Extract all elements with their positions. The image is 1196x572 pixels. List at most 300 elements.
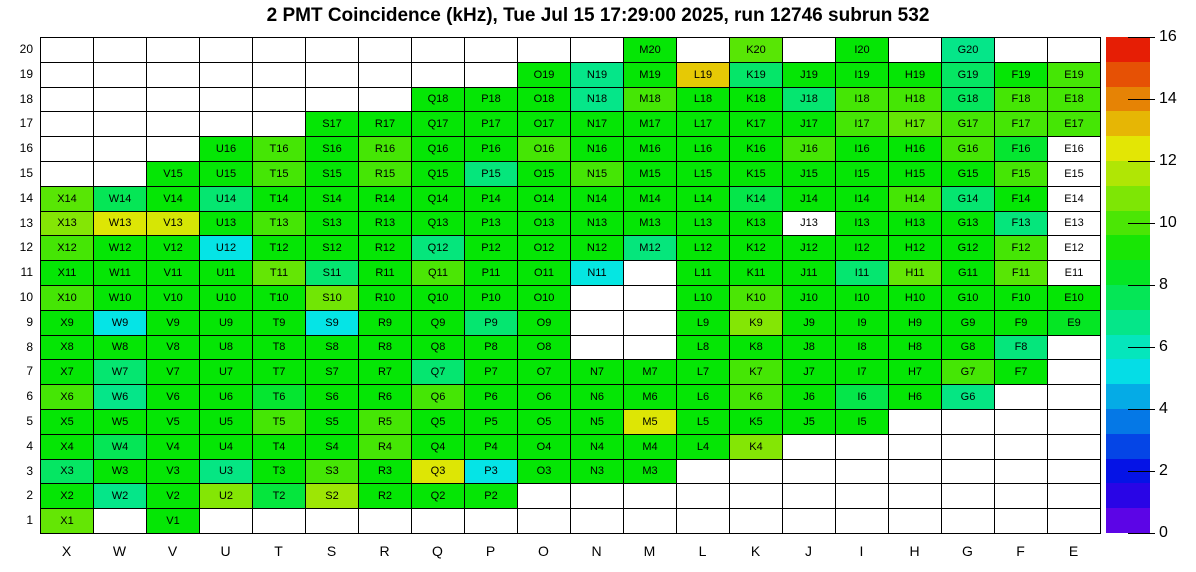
heatmap-cell	[200, 88, 253, 113]
colorbar-band	[1106, 136, 1150, 161]
colorbar-tick	[1128, 37, 1155, 38]
heatmap-cell: K6	[730, 385, 783, 410]
heatmap-cell: X4	[41, 435, 94, 460]
colorbar-band	[1106, 62, 1150, 87]
heatmap-cell	[995, 38, 1048, 63]
heatmap-cell: X11	[41, 261, 94, 286]
y-axis-label: 6	[26, 389, 33, 404]
heatmap-cell: I18	[836, 88, 889, 113]
heatmap-cell: F11	[995, 261, 1048, 286]
heatmap-cell: Q3	[412, 460, 465, 485]
heatmap-cell: W9	[94, 311, 147, 336]
heatmap-cell	[147, 88, 200, 113]
heatmap-cell: J11	[783, 261, 836, 286]
heatmap-cell	[995, 460, 1048, 485]
heatmap-cell: X1	[41, 509, 94, 534]
x-axis-label: I	[859, 543, 864, 559]
colorbar-tick-label: 10	[1159, 214, 1177, 231]
heatmap-cell: R2	[359, 484, 412, 509]
heatmap-cell: G16	[942, 137, 995, 162]
y-axis-label: 7	[26, 364, 33, 379]
x-axis-label: F	[1016, 543, 1025, 559]
heatmap-cell	[995, 385, 1048, 410]
heatmap-cell: S4	[306, 435, 359, 460]
heatmap-cell: I12	[836, 236, 889, 261]
heatmap-cell: T12	[253, 236, 306, 261]
heatmap-cell: H12	[889, 236, 942, 261]
heatmap-cell: Q15	[412, 162, 465, 187]
heatmap-cell: F7	[995, 360, 1048, 385]
x-axis-label: W	[112, 543, 127, 559]
heatmap-cell	[624, 336, 677, 361]
heatmap-cell: N4	[571, 435, 624, 460]
heatmap-cell: T13	[253, 212, 306, 237]
heatmap-cell: M17	[624, 112, 677, 137]
colorbar-band	[1106, 409, 1150, 434]
colorbar-tick	[1128, 99, 1155, 100]
heatmap-cell: M4	[624, 435, 677, 460]
heatmap-cell: F10	[995, 286, 1048, 311]
heatmap-cell: L19	[677, 63, 730, 88]
heatmap-cell: Q2	[412, 484, 465, 509]
colorbar-band	[1106, 508, 1150, 533]
heatmap-cell: M20	[624, 38, 677, 63]
heatmap-cell: U14	[200, 187, 253, 212]
colorbar-band	[1106, 235, 1150, 260]
y-axis-label: 9	[26, 314, 33, 329]
heatmap-cell	[94, 137, 147, 162]
heatmap-cell	[94, 88, 147, 113]
x-axis-label: T	[274, 543, 283, 559]
heatmap-cell: I6	[836, 385, 889, 410]
heatmap-cell	[730, 484, 783, 509]
heatmap-cell	[94, 162, 147, 187]
heatmap-cell	[942, 484, 995, 509]
heatmap-cell: T4	[253, 435, 306, 460]
heatmap-cell: O14	[518, 187, 571, 212]
heatmap-cell: J15	[783, 162, 836, 187]
heatmap-cell	[624, 261, 677, 286]
y-axis-label: 12	[19, 240, 33, 255]
heatmap-cell: S7	[306, 360, 359, 385]
heatmap-cell: R13	[359, 212, 412, 237]
heatmap-cell: N19	[571, 63, 624, 88]
heatmap-cell: U8	[200, 336, 253, 361]
heatmap-cell: M15	[624, 162, 677, 187]
heatmap-cell: K15	[730, 162, 783, 187]
heatmap-cell: S17	[306, 112, 359, 137]
heatmap-cell: N5	[571, 410, 624, 435]
heatmap-cell	[624, 509, 677, 534]
y-axis-label: 5	[26, 414, 33, 428]
heatmap-cell: W3	[94, 460, 147, 485]
colorbar-tick-label: 0	[1159, 524, 1168, 541]
heatmap-cell	[571, 509, 624, 534]
heatmap-cell: O11	[518, 261, 571, 286]
colorbar-tick-label: 14	[1159, 90, 1177, 107]
heatmap-cell: W7	[94, 360, 147, 385]
colorbar-tick-label: 2	[1159, 462, 1168, 479]
x-axis-label: S	[326, 543, 337, 559]
heatmap-cell: E15	[1048, 162, 1101, 187]
heatmap-cell: R10	[359, 286, 412, 311]
heatmap-cell: U3	[200, 460, 253, 485]
heatmap-cell: H18	[889, 88, 942, 113]
heatmap-cell: S14	[306, 187, 359, 212]
heatmap-cell: U13	[200, 212, 253, 237]
heatmap-cell: W5	[94, 410, 147, 435]
heatmap-cell: K7	[730, 360, 783, 385]
heatmap-cell: P11	[465, 261, 518, 286]
heatmap-cell	[942, 435, 995, 460]
heatmap-cell: X13	[41, 212, 94, 237]
y-axis-label: 20	[19, 42, 33, 56]
heatmap-cell: O4	[518, 435, 571, 460]
heatmap-cell: Q6	[412, 385, 465, 410]
heatmap-cell: E14	[1048, 187, 1101, 212]
heatmap-cell	[571, 311, 624, 336]
heatmap-cell	[147, 137, 200, 162]
y-axis-label: 10	[19, 290, 33, 304]
heatmap-cell: F17	[995, 112, 1048, 137]
colorbar-tick	[1128, 409, 1155, 410]
heatmap-cell: O10	[518, 286, 571, 311]
colorbar-tick-label: 6	[1159, 338, 1168, 355]
heatmap-cell: T3	[253, 460, 306, 485]
heatmap-cell: J5	[783, 410, 836, 435]
heatmap-cell	[306, 88, 359, 113]
heatmap-cell: M13	[624, 212, 677, 237]
heatmap-cell: T9	[253, 311, 306, 336]
heatmap-cell	[94, 509, 147, 534]
heatmap-cell	[465, 63, 518, 88]
heatmap-cell: R15	[359, 162, 412, 187]
heatmap-cell: J9	[783, 311, 836, 336]
heatmap-cell: X2	[41, 484, 94, 509]
heatmap-cell	[730, 460, 783, 485]
heatmap-cell: G7	[942, 360, 995, 385]
chart-title: 2 PMT Coincidence (kHz), Tue Jul 15 17:29:00 2025, run 12746 subrun 532	[266, 5, 930, 26]
heatmap-cell: M19	[624, 63, 677, 88]
x-axis-label: N	[591, 543, 602, 559]
heatmap-cell: L5	[677, 410, 730, 435]
x-axis-label: P	[485, 543, 496, 559]
heatmap-cell: R11	[359, 261, 412, 286]
colorbar-band	[1106, 434, 1150, 459]
heatmap-cell: E18	[1048, 88, 1101, 113]
heatmap-cell	[889, 38, 942, 63]
y-axis-label: 16	[19, 141, 33, 156]
heatmap-cell: R8	[359, 336, 412, 361]
y-axis-label: 15	[19, 166, 33, 180]
heatmap-cell: Q17	[412, 112, 465, 137]
heatmap-cell: P2	[465, 484, 518, 509]
heatmap-cell	[624, 286, 677, 311]
heatmap-cell: G6	[942, 385, 995, 410]
heatmap-cell: L15	[677, 162, 730, 187]
y-axis-label: 3	[26, 463, 33, 478]
heatmap-cell	[253, 38, 306, 63]
heatmap-cell: X10	[41, 286, 94, 311]
heatmap-cell: K19	[730, 63, 783, 88]
heatmap-cell: P3	[465, 460, 518, 485]
heatmap-cell	[147, 38, 200, 63]
heatmap-cell	[677, 484, 730, 509]
heatmap-cell: H11	[889, 261, 942, 286]
heatmap-cell: F19	[995, 63, 1048, 88]
colorbar-tick	[1128, 161, 1155, 162]
heatmap-cell: X7	[41, 360, 94, 385]
heatmap-cell	[836, 460, 889, 485]
heatmap-cell: J13	[783, 212, 836, 237]
heatmap-cell: U9	[200, 311, 253, 336]
colorbar-tick-label: 4	[1159, 400, 1168, 417]
heatmap-cell: V8	[147, 336, 200, 361]
colorbar-tick-label: 8	[1159, 276, 1168, 293]
heatmap-cell	[1048, 460, 1101, 485]
heatmap-cell: K5	[730, 410, 783, 435]
heatmap-cell: K14	[730, 187, 783, 212]
heatmap-cell: K4	[730, 435, 783, 460]
heatmap-cell: K11	[730, 261, 783, 286]
heatmap-cell	[836, 509, 889, 534]
heatmap-cell: P7	[465, 360, 518, 385]
heatmap-cell: R16	[359, 137, 412, 162]
heatmap-cell: T6	[253, 385, 306, 410]
heatmap-cell: R17	[359, 112, 412, 137]
colorbar-band	[1106, 285, 1150, 310]
heatmap-cell: F15	[995, 162, 1048, 187]
heatmap-cell	[253, 509, 306, 534]
heatmap-cell	[200, 509, 253, 534]
heatmap-cell: Q11	[412, 261, 465, 286]
heatmap-cell: V4	[147, 435, 200, 460]
heatmap-cell	[359, 63, 412, 88]
x-axis-label: J	[805, 543, 812, 559]
heatmap-cell: U7	[200, 360, 253, 385]
heatmap-cell	[253, 63, 306, 88]
heatmap-cell	[995, 484, 1048, 509]
heatmap-cell: E13	[1048, 212, 1101, 237]
heatmap-cell: N7	[571, 360, 624, 385]
heatmap-cell: O9	[518, 311, 571, 336]
heatmap-cell: W11	[94, 261, 147, 286]
y-axis-label: 4	[26, 438, 33, 453]
heatmap-cell: X6	[41, 385, 94, 410]
heatmap-cell	[359, 509, 412, 534]
heatmap-cell: J8	[783, 336, 836, 361]
heatmap-cell	[200, 112, 253, 137]
heatmap-cell: L12	[677, 236, 730, 261]
heatmap-cell	[677, 509, 730, 534]
heatmap-cell: S5	[306, 410, 359, 435]
x-axis-label: M	[643, 543, 656, 559]
heatmap-cell	[1048, 385, 1101, 410]
heatmap-cell: J16	[783, 137, 836, 162]
heatmap-cell: P18	[465, 88, 518, 113]
heatmap-cell	[1048, 435, 1101, 460]
colorbar-tick	[1128, 533, 1155, 534]
heatmap-cell: I14	[836, 187, 889, 212]
heatmap-cell: I11	[836, 261, 889, 286]
heatmap-cell: O5	[518, 410, 571, 435]
heatmap-cell: U12	[200, 236, 253, 261]
heatmap-cell: H17	[889, 112, 942, 137]
x-axis-label: K	[750, 543, 761, 559]
y-axis-label: 18	[19, 91, 33, 106]
heatmap-cell: K20	[730, 38, 783, 63]
heatmap-cell: P4	[465, 435, 518, 460]
heatmap-cell: U11	[200, 261, 253, 286]
heatmap-cell: V3	[147, 460, 200, 485]
heatmap-cell: V11	[147, 261, 200, 286]
heatmap-cell: J10	[783, 286, 836, 311]
heatmap-cell: M6	[624, 385, 677, 410]
heatmap-cell: T10	[253, 286, 306, 311]
heatmap-cell: J6	[783, 385, 836, 410]
heatmap-cell: P16	[465, 137, 518, 162]
heatmap-cell: Q7	[412, 360, 465, 385]
heatmap-cell: Q9	[412, 311, 465, 336]
heatmap-cell: H15	[889, 162, 942, 187]
y-axis-label: 13	[19, 215, 33, 230]
heatmap-cell	[41, 112, 94, 137]
heatmap-cell: Q5	[412, 410, 465, 435]
heatmap-cell: I5	[836, 410, 889, 435]
heatmap-cell: E19	[1048, 63, 1101, 88]
colorbar-band	[1106, 310, 1150, 335]
heatmap-cell: T7	[253, 360, 306, 385]
heatmap-cell: M12	[624, 236, 677, 261]
heatmap-grid	[40, 37, 1101, 534]
heatmap-cell: V14	[147, 187, 200, 212]
heatmap-cell	[41, 88, 94, 113]
heatmap-cell: G14	[942, 187, 995, 212]
heatmap-cell: K9	[730, 311, 783, 336]
heatmap-cell: J12	[783, 236, 836, 261]
heatmap-cell	[942, 460, 995, 485]
heatmap-cell: N17	[571, 112, 624, 137]
heatmap-cell: T16	[253, 137, 306, 162]
heatmap-cell: K18	[730, 88, 783, 113]
heatmap-cell: O8	[518, 336, 571, 361]
heatmap-cell: M7	[624, 360, 677, 385]
heatmap-cell	[889, 509, 942, 534]
heatmap-cell: X14	[41, 187, 94, 212]
heatmap-cell: S15	[306, 162, 359, 187]
heatmap-cell: G17	[942, 112, 995, 137]
heatmap-cell: N15	[571, 162, 624, 187]
heatmap-cell	[41, 63, 94, 88]
heatmap-cell: F16	[995, 137, 1048, 162]
heatmap-cell: T15	[253, 162, 306, 187]
heatmap-cell: U2	[200, 484, 253, 509]
x-axis-label: H	[909, 543, 920, 559]
heatmap-cell: T8	[253, 336, 306, 361]
heatmap-cell: L4	[677, 435, 730, 460]
heatmap-cell: G13	[942, 212, 995, 237]
heatmap-cell: X5	[41, 410, 94, 435]
heatmap-cell: O17	[518, 112, 571, 137]
heatmap-cell: O18	[518, 88, 571, 113]
heatmap-cell: H10	[889, 286, 942, 311]
heatmap-cell: I7	[836, 360, 889, 385]
heatmap-cell: O19	[518, 63, 571, 88]
heatmap-cell: V15	[147, 162, 200, 187]
heatmap-cell: S11	[306, 261, 359, 286]
heatmap-cell: R14	[359, 187, 412, 212]
heatmap-cell: I13	[836, 212, 889, 237]
heatmap-cell: R7	[359, 360, 412, 385]
heatmap-cell: L11	[677, 261, 730, 286]
heatmap-cell	[783, 460, 836, 485]
heatmap-cell: T2	[253, 484, 306, 509]
heatmap-cell: W14	[94, 187, 147, 212]
y-axis-label: 1	[26, 513, 33, 528]
heatmap-cell: W2	[94, 484, 147, 509]
heatmap-cell	[995, 410, 1048, 435]
heatmap-cell: T14	[253, 187, 306, 212]
y-axis-label: 8	[26, 339, 33, 354]
heatmap-cell	[200, 38, 253, 63]
heatmap-cell: S8	[306, 336, 359, 361]
heatmap-cell	[889, 435, 942, 460]
colorbar-tick	[1128, 471, 1155, 472]
heatmap-cell: E12	[1048, 236, 1101, 261]
heatmap-cell: G19	[942, 63, 995, 88]
heatmap-cell	[1048, 336, 1101, 361]
heatmap-cell: N18	[571, 88, 624, 113]
heatmap-cell: U16	[200, 137, 253, 162]
heatmap-cell: E9	[1048, 311, 1101, 336]
heatmap-cell: W12	[94, 236, 147, 261]
heatmap-cell: R3	[359, 460, 412, 485]
heatmap-cell: I16	[836, 137, 889, 162]
heatmap-cell: P15	[465, 162, 518, 187]
y-axis-label: 2	[26, 488, 33, 503]
heatmap-cell: F8	[995, 336, 1048, 361]
heatmap-cell: Q14	[412, 187, 465, 212]
heatmap-cell: N16	[571, 137, 624, 162]
heatmap-cell: I15	[836, 162, 889, 187]
heatmap-cell	[200, 63, 253, 88]
heatmap-cell	[306, 38, 359, 63]
heatmap-cell: L18	[677, 88, 730, 113]
heatmap-cell: S6	[306, 385, 359, 410]
colorbar-tick	[1128, 223, 1155, 224]
heatmap-cell: W13	[94, 212, 147, 237]
heatmap-cell: M14	[624, 187, 677, 212]
heatmap-cell	[1048, 484, 1101, 509]
colorbar-tick	[1128, 347, 1155, 348]
heatmap-cell: Q8	[412, 336, 465, 361]
x-axis-label: G	[962, 543, 973, 559]
heatmap-cell: L6	[677, 385, 730, 410]
heatmap-cell: N12	[571, 236, 624, 261]
heatmap-cell	[889, 484, 942, 509]
heatmap-cell	[889, 410, 942, 435]
heatmap-cell	[1048, 509, 1101, 534]
y-axis-label: 19	[19, 66, 33, 81]
heatmap-cell: U15	[200, 162, 253, 187]
heatmap-cell	[359, 88, 412, 113]
heatmap-cell: R4	[359, 435, 412, 460]
colorbar-band	[1106, 186, 1150, 211]
heatmap-cell: P14	[465, 187, 518, 212]
heatmap-cell: J7	[783, 360, 836, 385]
heatmap-cell: Q12	[412, 236, 465, 261]
heatmap-cell: K13	[730, 212, 783, 237]
